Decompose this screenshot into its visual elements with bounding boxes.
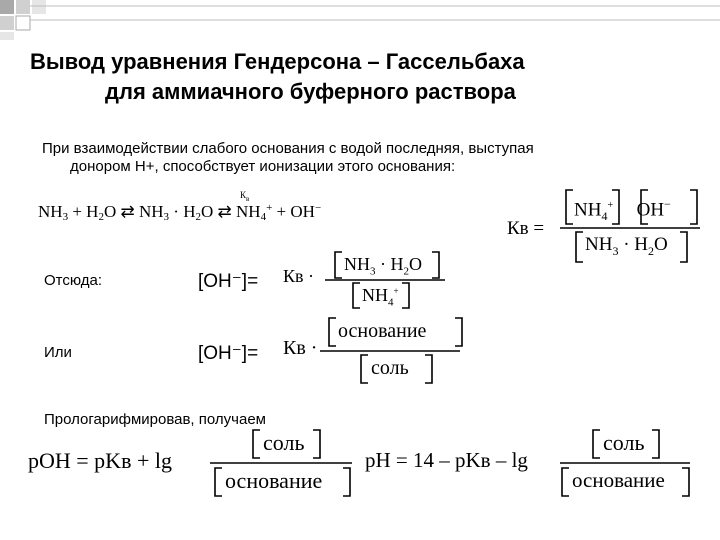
equilibrium-arrow-kb: ⇄ xyxy=(217,202,232,221)
frac1-denominator: $NH_4^+$ xyxy=(362,285,399,309)
ph-numerator: соль xyxy=(603,430,645,455)
equilibrium-arrow: ⇄ xyxy=(120,202,135,221)
kb-denominator: $NH_3 \cdot H_2O$ xyxy=(585,234,668,258)
oh-equation-2: [OH⁻]= xyxy=(198,343,259,364)
title-line-1: Вывод уравнения Гендерсона – Гассельбаха xyxy=(30,49,525,74)
frac2-denominator: соль xyxy=(371,357,409,379)
reaction-equation: $NH_3 + H_2O$ ⇄ $NH_3 \cdot H_2O$ ⇄ $NH_4^+ + OH^-$ xyxy=(38,202,322,223)
kb-numerator: $NH_4^+$ OH− xyxy=(574,197,671,224)
frac2-kb: Кв · xyxy=(283,337,318,359)
frac2-numerator: основание xyxy=(338,320,427,342)
intro-line-2: донором Н+, способствует ионизации этого основания: xyxy=(70,158,456,175)
poh-lhs: pOH = pKв + lg xyxy=(28,448,172,473)
kb-lhs: Кв = xyxy=(507,218,545,239)
otsyuda-label: Отсюда: xyxy=(44,272,103,289)
prolog-label: Прологарифмировав, получаем xyxy=(44,411,266,428)
ph-lhs: pH = 14 – pKв – lg xyxy=(365,448,528,472)
oh-equation-1: [OH⁻]= xyxy=(198,271,259,292)
poh-numerator: соль xyxy=(263,430,305,455)
ph-denominator: основание xyxy=(572,468,665,492)
title-line-2: для аммиачного буферного раствора xyxy=(105,79,516,104)
kb-arrow-label: $К_в$ xyxy=(240,190,250,203)
poh-denominator: основание xyxy=(225,468,323,493)
intro-line-1: При взаимодействии слабого основания с водой последняя, выступая xyxy=(42,140,534,157)
frac1-numerator: $NH_3 \cdot H_2O$ xyxy=(344,254,422,278)
ili-label: Или xyxy=(44,344,72,361)
frac1-kb: Кв · xyxy=(283,266,314,286)
